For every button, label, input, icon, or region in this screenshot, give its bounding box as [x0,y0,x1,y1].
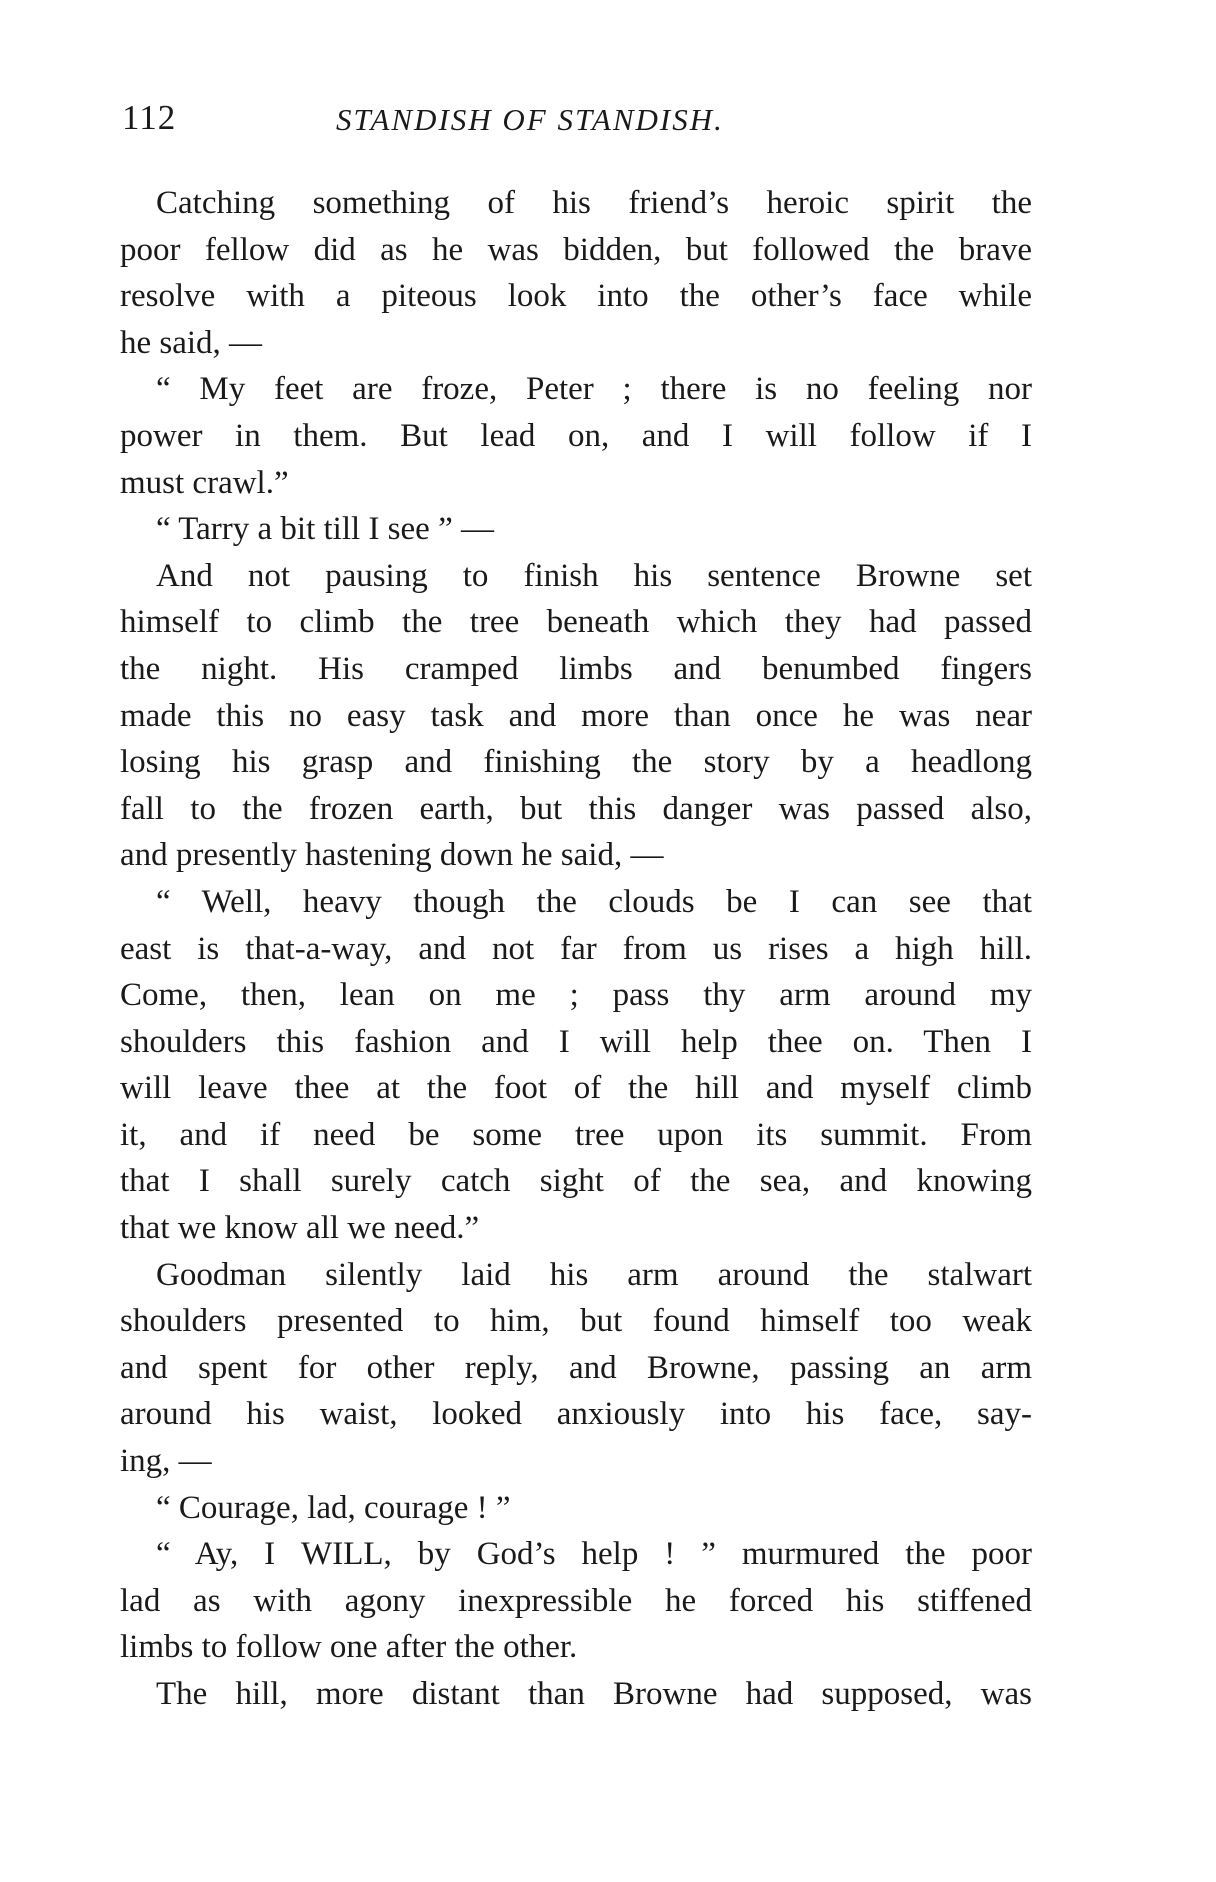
text-line: that we know all we need.” [120,1210,480,1247]
text-line: power in them. But lead on, and I will follow if I [120,417,1032,454]
text-line: east is that-a-way, and not far from us rises a high hill. [120,930,1032,967]
text-line: must crawl.” [120,464,289,501]
text-line: “ Courage, lad, courage ! ” [156,1489,511,1526]
text-line: it, and if need be some tree upon its summit. From [120,1116,1032,1153]
text-line: the night. His cramped limbs and benumbed fingers [120,650,1032,687]
text-segment: “ Ay, I [156,1536,302,1573]
text-line: “ Well, heavy though the clouds be I can see that [156,883,1032,920]
body-text [120,180,1032,1718]
page-header [122,98,1042,150]
text-line: The hill, more distant than Browne had supposed, was [156,1676,1032,1712]
page-number: 112 [122,98,177,137]
text-line: shoulders this fashion and I will help thee on. Then I [120,1023,1032,1060]
text-line: Come, then, lean on me ; pass thy arm around my [120,977,1032,1014]
text-line: poor fellow did as he was bidden, but followed the brave [120,231,1032,268]
small-caps-word: WILL [301,1536,384,1573]
text-line: losing his grasp and finishing the story by a headlong [120,744,1032,781]
text-line: And not pausing to finish his sentence Browne set [156,557,1032,594]
text-line: will leave thee at the foot of the hill and myself climb [120,1070,1032,1107]
text-segment: , by God’s help ! ” murmured the poor [383,1536,1032,1573]
text-line: resolve with a piteous look into the other’s face while [120,278,1032,315]
text-line: he said, — [120,324,263,361]
running-title: STANDISH OF STANDISH. [336,102,724,137]
text-line: shoulders presented to him, but found himself too weak [120,1303,1032,1340]
text-line: himself to climb the tree beneath which they had passed [120,604,1032,641]
text-line: Catching something of his friend’s heroic spirit the [156,185,1032,221]
text-line: “ My feet are froze, Peter ; there is no feeling nor [156,371,1032,408]
text-line: lad as with agony inexpressible he forced his stiffened [120,1582,1032,1619]
text-line: “ Tarry a bit till I see ” — [156,511,494,548]
text-line: fall to the frozen earth, but this danger was passed also, [120,790,1032,827]
text-line: and presently hastening down he said, — [120,837,664,874]
text-line: made this no easy task and more than once he was near [120,697,1032,734]
text-line: limbs to follow one after the other. [120,1629,578,1666]
text-line: that I shall surely catch sight of the sea, and knowing [120,1163,1032,1200]
text-line: Goodman silently laid his arm around the stalwart [156,1256,1032,1293]
text-line [120,1531,1032,1578]
text-line: ing, — [120,1443,212,1480]
text-line: around his waist, looked anxiously into his face, say- [120,1396,1032,1433]
text-line: and spent for other reply, and Browne, passing an arm [120,1349,1032,1386]
